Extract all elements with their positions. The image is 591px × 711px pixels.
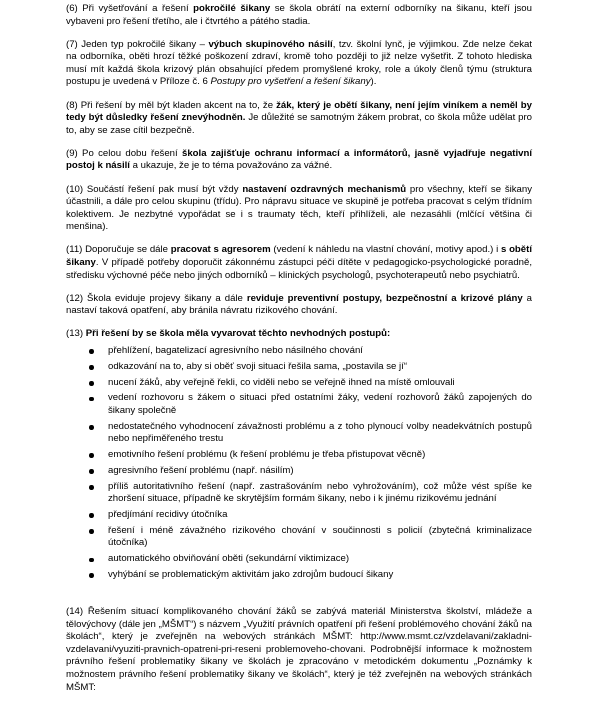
p6-text-c: se škola obrátí na externí odborníky na šikanu, kteří jsou vybaveni pro řešení třetího, ale i čtvrtého a pátého stadia. <box>66 3 532 27</box>
p11-bold-with-victim: s obětí šikany <box>66 244 532 268</box>
paragraph-10 <box>66 184 532 234</box>
p7-italic-appendix-title: Postupy pro vyšetření a řešení šikany <box>210 76 371 88</box>
inappropriate-practices-list <box>66 345 532 582</box>
list-item: přehlížení, bagatelizací agresivního nebo násilného chování <box>108 345 532 358</box>
paragraph-9 <box>66 148 532 173</box>
p11-bold-work-with-aggressor: pracovat s agresorem <box>170 244 271 256</box>
p6-bold-advanced-bullying: pokročilé šikany <box>193 3 271 14</box>
paragraph-14: (14) Řešením situací komplikovaného chování žáků se zabývá materiál Ministerstva školství, mládeže a tělovýchovy (dále jen „MŠMT“) s názvem „Využití právních opatření při řešení problémového chování žáků na školách“, který je zveřejněn na webových stránkách MŠMT: http://www.msmt.cz/vzdelavani/zakladni-vzdelavani/vyuziti-pravnich-opatreni-pri-reseni problemoveho-chovani. Podrobnější informace k možnostem právního řešení problematiky šikany ve školách je zpracováno v metodickém dokumentu „Poznámky k možnostem právního řešení problematiky šikany ve školách“, který je též zveřejněn na webových stránkách MŠMT: <box>66 606 532 693</box>
list-item: řešení i méně závažného rizikového chování v součinnosti s policií (zbytečná kriminalizace útočníka) <box>108 524 532 549</box>
paragraph-6 <box>66 3 532 28</box>
p10-text-a: (10) Součástí řešení pak musí být vždy <box>66 183 243 195</box>
paragraph-12 <box>66 293 532 318</box>
paragraph-13 <box>66 328 532 341</box>
list-item: příliš autoritativního řešení (např. zastrašováním nebo vyhrožováním), což může vést spíše ke zhoršení situace, případně ke skrytějším formám šikany, nebo i k jinému rizikovému jednání <box>108 480 532 505</box>
p13-text-a: (13) <box>66 328 86 340</box>
p7-text-e: ). <box>370 76 377 88</box>
p7-text-c: , tzv. školní lynč, je výjimkou. Zde nelze čekat na odborníka, oběti hrozí těžké poškození zdraví, kromě toho později to již nelze vyšetřit. Z tohoto hlediska musí mít každá škola krizový plán obsahující předem promyšlené kroky, role a úkoly členů týmu (struktura postupu je uvedená v Příloze č. 6 <box>66 38 532 88</box>
list-item: odkazování na to, aby si oběť svoji situaci řešila sama, „postavila se jí“ <box>108 361 532 374</box>
p6-text-a: (6) Při vyšetřování a řešení <box>66 3 194 14</box>
list-item: agresivního řešení problému (např. násilím) <box>108 465 532 478</box>
p7-text-a: (7) Jeden typ pokročilé šikany – <box>66 38 209 50</box>
p9-text-a: (9) Po celou dobu řešení <box>66 147 183 159</box>
document-page <box>66 3 532 705</box>
p10-bold-healing-mechanisms: nastavení ozdravných mechanismů <box>242 183 407 195</box>
list-item: automatického obviňování oběti (sekundární viktimizace) <box>108 553 532 566</box>
list-item: nucení žáků, aby veřejně řekli, co viděli nebo se veřejně ihned na místě omlouvali <box>108 377 532 390</box>
p12-bold-revise-plans: reviduje preventivní postupy, bezpečnostní a krizové plány <box>246 292 523 304</box>
list-item: vyhýbání se problematickým aktivitám jako zdrojům budoucí šikany <box>108 569 532 582</box>
p8-text-c: Je důležité se samotným žákem probrat, co škola může udělat pro to, aby se zase cítil bezpečně. <box>66 112 532 136</box>
paragraph-11 <box>66 244 532 282</box>
spacer <box>66 592 532 606</box>
p9-bold-information-protection: škola zajišťuje ochranu informací a informátorů, jasně vyjadřuje negativní postoj k násilí <box>66 147 532 172</box>
list-item: předjímání recidivy útočníka <box>108 509 532 522</box>
p7-bold-group-violence: výbuch skupinového násilí <box>208 38 333 50</box>
p9-text-c: a ukazuje, že je to téma považováno za vážné. <box>129 160 333 172</box>
p8-bold-victim-statement: žák, který je obětí šikany, není jejím viníkem a neměl by tedy být důsledky řešení znevýhodněn. <box>66 99 532 124</box>
p13-bold-heading: Při řešení by se škola měla vyvarovat těchto nevhodných postupů: <box>85 328 391 340</box>
p11-text-c: (vedení k náhledu na vlastní chování, motivy apod.) i <box>270 244 501 256</box>
p8-text-a: (8) Při řešení by měl být kladen akcent na to, že <box>66 99 277 111</box>
paragraph-8 <box>66 100 532 138</box>
p11-text-e: . V případě potřeby doporučit zákonnému zástupci péči dítěte v pedagogicko-psychologické poradně, středisku výchovné péče nebo jiných odborníků – klinických psychologů, psychoterapeutů nebo psychiatrů. <box>66 257 532 281</box>
paragraph-7 <box>66 39 532 89</box>
list-item: vedení rozhovoru s žákem o situaci před ostatními žáky, vedení rozhovorů žáků zapojených do šikany společně <box>108 392 532 416</box>
p11-text-a: (11) Doporučuje se dále <box>66 244 171 256</box>
p12-text-a: (12) Škola eviduje projevy šikany a dále <box>66 292 247 304</box>
list-item: nedostatečného vyhodnocení závažnosti problému a z toho plynoucí volby neadekvátních postupů nebo nepřiměřeného trestu <box>108 420 532 445</box>
p12-text-c: a nastaví taková opatření, aby bránila návratu rizikového chování. <box>66 292 532 317</box>
list-item: emotivního řešení problému (k řešení problému je třeba přistupovat věcně) <box>108 449 532 462</box>
p10-text-c: pro všechny, kteří se šikany účastnili, a dále pro celou skupinu (třídu). Pro nápravu situace ve skupině je potřeba pracovat s celým třídním kolektivem. Je nezbytné vypořádat se i s traumaty těch, kteří přihlíželi, ale nezasáhli (mlčící většina či menšina). <box>66 183 533 233</box>
